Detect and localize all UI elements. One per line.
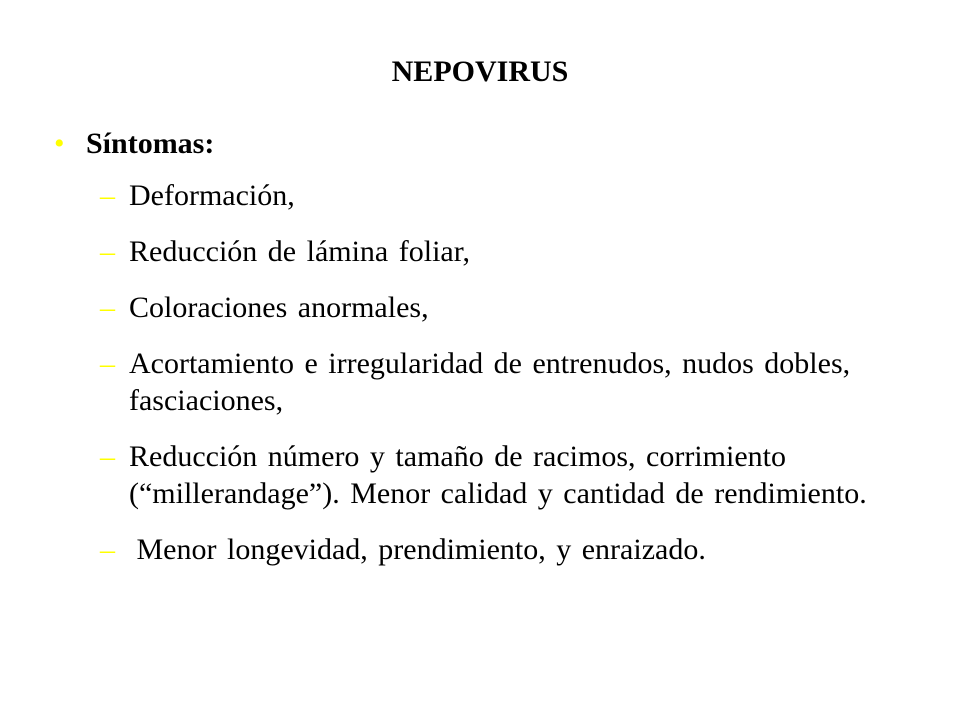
list-item <box>100 289 920 326</box>
dash-icon: – <box>100 179 115 212</box>
list-item-text: Reducción número y tamaño de racimos, corrimiento (“millerandage”). Menor calidad y cantidad de rendimiento. <box>129 440 867 510</box>
list-item-text: Deformación, <box>129 179 295 212</box>
dash-icon: – <box>100 235 115 268</box>
list-item-text: Coloraciones anormales, <box>129 291 429 324</box>
slide-title: NEPOVIRUS <box>391 55 569 88</box>
dash-icon: – <box>100 533 115 566</box>
list-item <box>100 438 920 512</box>
list-item-text: Acortamiento e irregularidad de entrenudos, nudos dobles, fasciaciones, <box>129 347 851 417</box>
bullet-dot-icon: • <box>54 127 65 160</box>
list-item <box>100 177 920 214</box>
dash-icon: – <box>100 440 115 473</box>
list-item <box>100 531 920 568</box>
list-item-text: Reducción de lámina foliar, <box>129 235 471 268</box>
dash-icon: – <box>100 291 115 324</box>
list-item-text: Menor longevidad, prendimiento, y enraizado. <box>129 533 706 566</box>
dash-icon: – <box>100 347 115 380</box>
list-item <box>100 345 920 419</box>
bullet-heading: Síntomas: <box>86 127 215 160</box>
main-bullet <box>54 124 214 164</box>
list-item <box>100 233 920 270</box>
symptom-list <box>100 177 920 587</box>
